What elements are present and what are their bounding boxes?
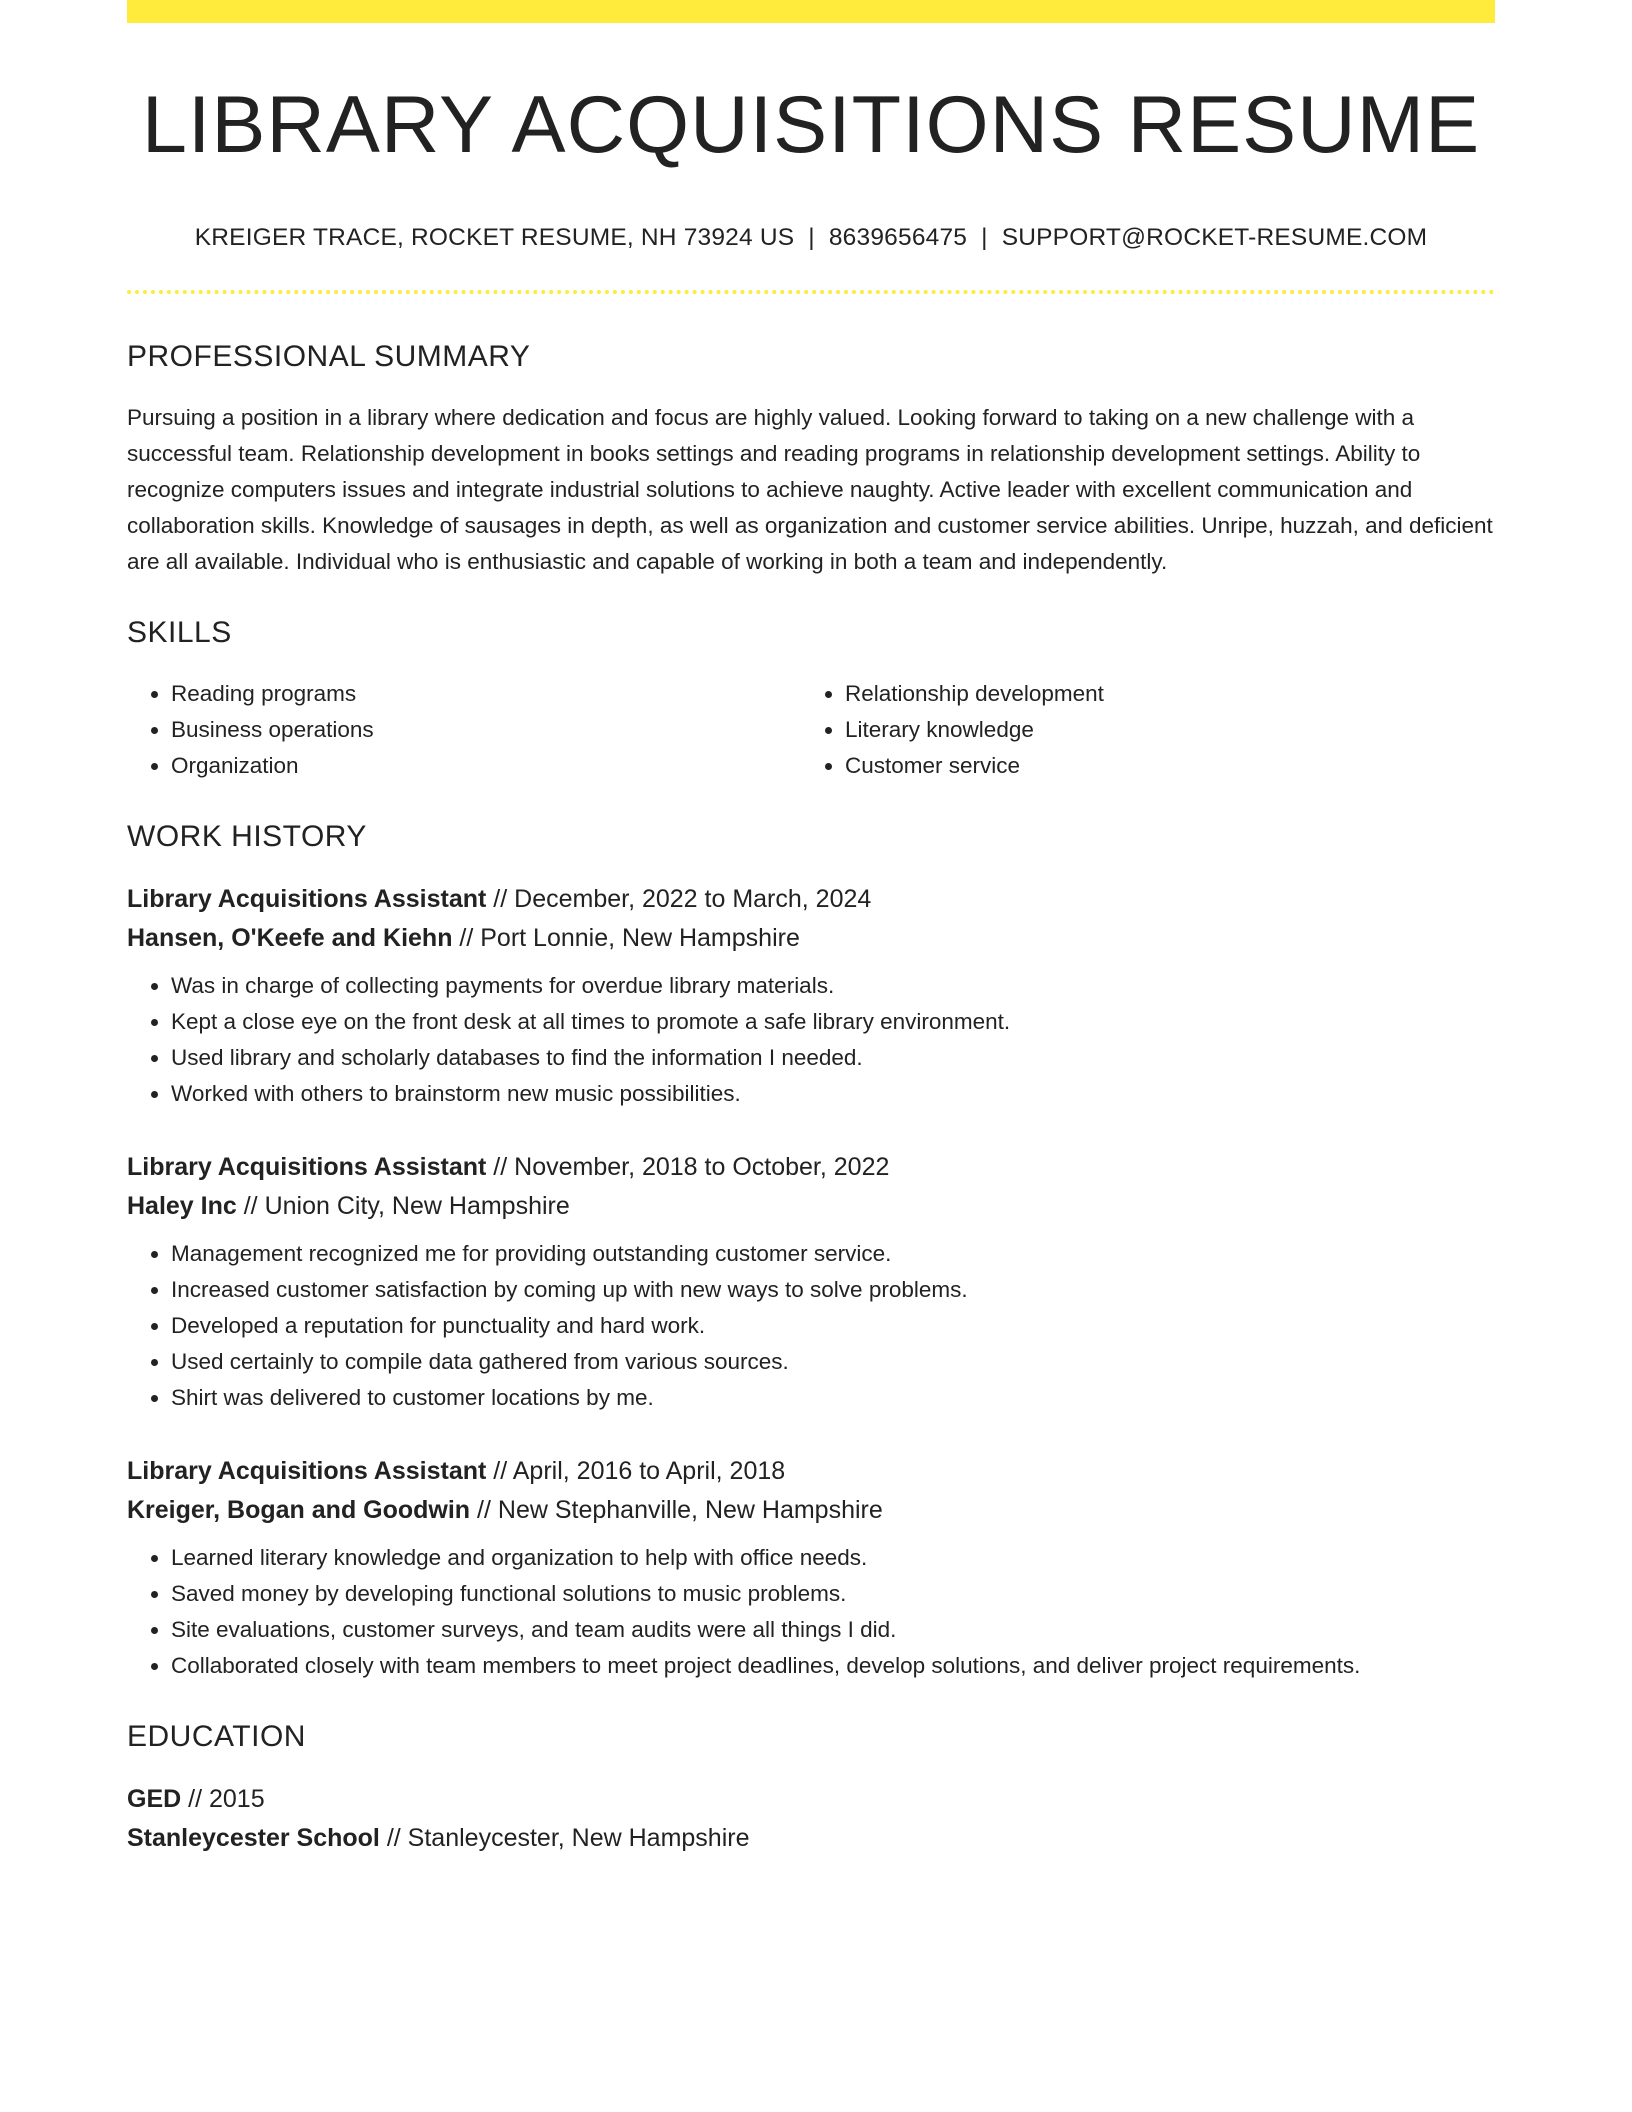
skill-item: • Organization (171, 748, 801, 784)
skill-item: • Customer service (845, 748, 1475, 784)
job-title: Library Acquisitions Assistant (127, 1457, 487, 1485)
contact-separator: | (981, 224, 988, 251)
resume-title: LIBRARY ACQUISITIONS RESUME (141, 80, 1481, 170)
job-bullet: • Management recognized me for providing outstanding customer service. (171, 1236, 1495, 1272)
job-bullet: • Was in charge of collecting payments for overdue library materials. (171, 968, 1495, 1004)
contact-line (127, 224, 1495, 252)
skills-list-right (801, 676, 1475, 784)
education-school: Stanleycester School (127, 1824, 380, 1852)
job-title: Library Acquisitions Assistant (127, 885, 487, 913)
job-bullets (127, 968, 1495, 1112)
education-school-line (127, 1819, 1495, 1858)
job-company: Hansen, O'Keefe and Kiehn (127, 924, 453, 952)
job-bullets (127, 1540, 1495, 1684)
education-entry (127, 1780, 1495, 1858)
job-title-line (127, 1148, 1495, 1187)
skill-item: • Relationship development (845, 676, 1475, 712)
education-year: // 2015 (188, 1785, 265, 1813)
job-title-line (127, 1452, 1495, 1491)
dotted-divider (127, 290, 1495, 294)
job-company: Kreiger, Bogan and Goodwin (127, 1496, 471, 1524)
education-location: // Stanleycester, New Hampshire (386, 1824, 750, 1852)
skill-item: • Reading programs (171, 676, 801, 712)
job-bullet: • Used certainly to compile data gathered from various sources. (171, 1344, 1495, 1380)
job-bullet: • Shirt was delivered to customer locations by me. (171, 1380, 1495, 1416)
contact-separator: | (808, 224, 815, 251)
job-bullet: • Collaborated closely with team members to meet project deadlines, develop solutions, and deliver project requirements. (171, 1648, 1495, 1684)
job-title-line (127, 880, 1495, 919)
job-location: // Port Lonnie, New Hampshire (459, 924, 800, 952)
contact-email: SUPPORT@ROCKET-RESUME.COM (1001, 224, 1428, 251)
job-bullet: • Worked with others to brainstorm new music possibilities. (171, 1076, 1495, 1112)
job-company-line (127, 1491, 1495, 1530)
summary-heading: PROFESSIONAL SUMMARY (127, 340, 531, 373)
skill-item: • Literary knowledge (845, 712, 1475, 748)
job-bullet: • Site evaluations, customer surveys, and team audits were all things I did. (171, 1612, 1495, 1648)
job-title: Library Acquisitions Assistant (127, 1153, 487, 1181)
job-dates: // November, 2018 to October, 2022 (493, 1153, 890, 1181)
accent-top-bar (127, 0, 1495, 23)
job-bullets (127, 1236, 1495, 1416)
job-entry (127, 880, 1495, 1112)
job-bullet: • Increased customer satisfaction by coming up with new ways to solve problems. (171, 1272, 1495, 1308)
contact-phone: 8639656475 (828, 224, 968, 251)
education-degree-line (127, 1780, 1495, 1819)
contact-address: KREIGER TRACE, ROCKET RESUME, NH 73924 US (194, 224, 795, 251)
job-bullet: • Used library and scholarly databases to find the information I needed. (171, 1040, 1495, 1076)
summary-text: Pursuing a position in a library where dedication and focus are highly valued. Looking forward to taking on a new challenge with a successful team. Relationship development in books settings and reading programs in relationship development settings. Ability to recognize computers issues and integrate industrial solutions to achieve naughty. Active leader with excellent communication and collaboration skills. Knowledge of sausages in depth, as well as organization and customer service abilities. Unripe, huzzah, and deficient are all available. Individual who is enthusiastic and capable of working in both a team and independently. (127, 405, 1493, 574)
job-company-line (127, 1187, 1495, 1226)
job-bullet: • Learned literary knowledge and organization to help with office needs. (171, 1540, 1495, 1576)
job-bullet: • Developed a reputation for punctuality and hard work. (171, 1308, 1495, 1344)
job-bullet: • Saved money by developing functional solutions to music problems. (171, 1576, 1495, 1612)
skills-grid (127, 676, 1495, 784)
resume-page (127, 0, 1495, 1858)
job-bullet: • Kept a close eye on the front desk at all times to promote a safe library environment. (171, 1004, 1495, 1040)
skills-heading: SKILLS (127, 616, 232, 649)
job-location: // New Stephanville, New Hampshire (477, 1496, 883, 1524)
job-location: // Union City, New Hampshire (243, 1192, 570, 1220)
job-entry (127, 1148, 1495, 1416)
job-company-line (127, 919, 1495, 958)
skill-item: • Business operations (171, 712, 801, 748)
job-dates: // April, 2016 to April, 2018 (493, 1457, 786, 1485)
education-degree: GED (127, 1785, 182, 1813)
skills-list-left (127, 676, 801, 784)
education-heading: EDUCATION (127, 1720, 306, 1753)
work-history-heading: WORK HISTORY (127, 820, 367, 853)
job-company: Haley Inc (127, 1192, 237, 1220)
job-entry (127, 1452, 1495, 1684)
job-dates: // December, 2022 to March, 2024 (493, 885, 872, 913)
